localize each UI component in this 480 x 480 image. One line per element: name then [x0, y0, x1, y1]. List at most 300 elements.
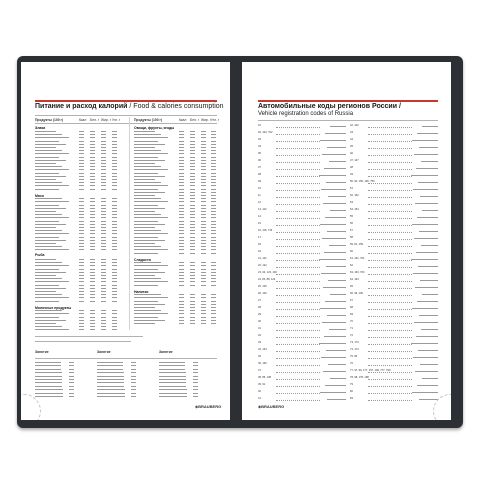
table-cell — [112, 217, 117, 218]
table-cell — [112, 214, 117, 215]
section-label-vegetables: Овощи, фрукты, ягоды — [134, 126, 175, 130]
table-cell — [179, 227, 184, 228]
activity-value — [131, 365, 136, 366]
region-name — [328, 196, 346, 197]
table-cell — [211, 285, 216, 286]
region-code: 21, 121 — [258, 257, 267, 260]
table-cell — [179, 253, 184, 254]
table-cell — [201, 173, 206, 174]
page-subtitle: Vehicle registration codes of Russia — [258, 111, 354, 117]
activity-row — [35, 396, 63, 397]
table-cell — [201, 160, 206, 161]
table-cell — [190, 176, 195, 177]
table-row-label — [134, 275, 155, 276]
activity-header: Занятие — [35, 350, 49, 354]
dot-leader — [368, 314, 412, 317]
table-cell — [211, 307, 216, 308]
table-row-label — [134, 253, 158, 254]
table-cell — [90, 205, 95, 206]
dot-leader — [276, 181, 320, 184]
table-row-label — [134, 310, 161, 311]
table-cell — [211, 153, 216, 154]
table-cell — [79, 326, 84, 327]
dot-leader — [368, 363, 412, 366]
dot-leader — [276, 223, 320, 226]
activity-value — [193, 376, 198, 377]
dot-leader — [276, 286, 320, 289]
region-name — [421, 161, 438, 162]
table-cell — [201, 179, 206, 180]
region-code: 29 — [258, 313, 261, 316]
table-row-label — [134, 176, 165, 177]
region-code: 40 — [258, 390, 261, 393]
activity-value — [193, 379, 198, 380]
table-cell — [190, 131, 195, 132]
column-header-protein: Бел. г — [90, 118, 100, 122]
activity-row — [159, 389, 187, 390]
table-cell — [190, 240, 195, 241]
region-name — [411, 175, 438, 176]
region-code: 01 — [258, 124, 261, 127]
table-cell — [90, 166, 95, 167]
region-name — [319, 175, 346, 176]
table-cell — [90, 320, 95, 321]
table-cell — [190, 313, 195, 314]
table-cell — [211, 134, 216, 135]
table-cell — [179, 313, 184, 314]
table-cell — [90, 317, 95, 318]
region-name — [418, 350, 438, 351]
region-code: 69 — [350, 313, 353, 316]
table-cell — [101, 201, 106, 202]
table-cell — [179, 179, 184, 180]
table-cell — [101, 163, 106, 164]
table-cell — [201, 297, 206, 298]
table-cell — [112, 313, 117, 314]
table-cell — [201, 275, 206, 276]
table-cell — [101, 233, 106, 234]
page-title-main: Питание и расход калорий — [35, 103, 128, 110]
table-cell — [112, 326, 117, 327]
region-name — [416, 168, 438, 169]
table-cell — [90, 281, 95, 282]
table-cell — [201, 269, 206, 270]
activity-row — [97, 369, 123, 370]
region-name — [326, 266, 346, 267]
dot-leader — [276, 398, 320, 401]
table-cell — [190, 185, 195, 186]
region-name — [321, 357, 346, 358]
table-cell — [211, 243, 216, 244]
table-cell — [179, 243, 184, 244]
region-name — [422, 378, 438, 379]
table-cell — [112, 144, 117, 145]
table-cell — [90, 227, 95, 228]
table-cell — [90, 246, 95, 247]
table-cell — [112, 249, 117, 250]
table-cell — [112, 329, 117, 330]
column-header-kcal: Ккал — [179, 118, 187, 122]
dot-leader — [368, 244, 412, 247]
dot-leader — [368, 356, 412, 359]
region-code: 63, 163, 763 — [350, 271, 365, 274]
table-cell — [79, 313, 84, 314]
table-cell — [190, 169, 195, 170]
dot-leader — [276, 370, 320, 373]
region-name — [320, 308, 346, 309]
table-row-label — [134, 217, 168, 218]
dot-leader — [276, 335, 320, 338]
table-row-label — [35, 320, 66, 321]
table-cell — [79, 160, 84, 161]
table-cell — [79, 265, 84, 266]
divider — [258, 120, 438, 121]
table-cell — [190, 233, 195, 234]
table-row-label — [134, 201, 168, 202]
table-cell — [101, 310, 106, 311]
table-row-label — [134, 192, 165, 193]
region-code: 05 — [258, 152, 261, 155]
region-code: 82 — [350, 390, 353, 393]
table-cell — [211, 166, 216, 167]
table-cell — [190, 192, 195, 193]
region-name — [415, 287, 438, 288]
table-cell — [101, 166, 106, 167]
table-cell — [179, 285, 184, 286]
table-row-label — [35, 249, 69, 250]
region-name — [413, 189, 438, 190]
dot-leader — [368, 328, 412, 331]
region-name — [319, 259, 346, 260]
table-cell — [90, 176, 95, 177]
table-row-label — [35, 205, 59, 206]
table-cell — [112, 265, 117, 266]
table-cell — [79, 278, 84, 279]
column-header-fat: Жир. г — [201, 118, 212, 122]
table-cell — [190, 173, 195, 174]
region-name — [328, 280, 346, 281]
table-cell — [101, 278, 106, 279]
region-name — [319, 343, 346, 344]
dot-leader — [368, 258, 412, 261]
region-name — [420, 280, 438, 281]
table-cell — [179, 153, 184, 154]
table-row-label — [35, 227, 56, 228]
left-page — [21, 62, 230, 420]
table-cell — [201, 137, 206, 138]
table-cell — [179, 157, 184, 158]
region-code: 74, 174 — [350, 348, 359, 351]
table-row-label — [35, 281, 69, 282]
table-cell — [112, 294, 117, 295]
table-cell — [211, 320, 216, 321]
table-row-label — [35, 214, 62, 215]
table-row-label — [35, 134, 62, 135]
section-label-meat: Мясо — [35, 194, 45, 198]
activity-row — [159, 386, 186, 387]
region-code: 46 — [350, 152, 353, 155]
table-cell — [190, 163, 195, 164]
table-cell — [79, 182, 84, 183]
table-cell — [79, 317, 84, 318]
table-row-label — [134, 173, 158, 174]
dot-leader — [368, 132, 412, 135]
table-cell — [90, 224, 95, 225]
table-cell — [101, 291, 106, 292]
region-code: 73, 173 — [350, 341, 359, 344]
region-code: 27 — [258, 299, 261, 302]
table-cell — [112, 211, 117, 212]
table-cell — [90, 153, 95, 154]
dot-leader — [368, 279, 412, 282]
table-cell — [211, 233, 216, 234]
table-cell — [211, 195, 216, 196]
table-cell — [112, 243, 117, 244]
region-code: 71 — [350, 327, 353, 330]
table-cell — [201, 189, 206, 190]
table-cell — [90, 150, 95, 151]
table-cell — [79, 201, 84, 202]
table-cell — [112, 137, 117, 138]
dot-leader — [276, 209, 320, 212]
table-row-label — [35, 269, 59, 270]
table-cell — [201, 304, 206, 305]
table-cell — [190, 227, 195, 228]
table-cell — [190, 198, 195, 199]
activity-value — [193, 382, 198, 383]
table-row-label — [35, 208, 66, 209]
table-cell — [79, 169, 84, 170]
table-cell — [79, 262, 84, 263]
dot-leader — [368, 174, 412, 177]
table-cell — [211, 131, 216, 132]
region-code: 47, 147 — [350, 159, 359, 162]
table-cell — [79, 198, 84, 199]
table-cell — [179, 269, 184, 270]
table-row-label — [35, 211, 56, 212]
column-header-kcal: Ккал — [79, 118, 87, 122]
activity-value — [69, 376, 74, 377]
table-cell — [179, 198, 184, 199]
table-cell — [101, 160, 106, 161]
table-cell — [112, 288, 117, 289]
table-row-label — [35, 185, 69, 186]
column-divider — [129, 117, 130, 330]
table-cell — [112, 269, 117, 270]
region-code: 83 — [350, 397, 353, 400]
table-cell — [90, 249, 95, 250]
activity-value — [69, 396, 74, 397]
table-row-label — [35, 147, 56, 148]
table-cell — [179, 173, 184, 174]
table-cell — [101, 320, 106, 321]
table-cell — [90, 278, 95, 279]
table-cell — [101, 265, 106, 266]
table-cell — [101, 141, 106, 142]
table-cell — [179, 275, 184, 276]
table-row-label — [35, 262, 62, 263]
activity-row — [159, 376, 186, 377]
table-cell — [179, 211, 184, 212]
table-cell — [179, 131, 184, 132]
table-row-label — [35, 323, 56, 324]
table-cell — [190, 211, 195, 212]
region-code: 68 — [350, 306, 353, 309]
dot-leader — [276, 321, 320, 324]
activity-row — [159, 365, 185, 366]
table-cell — [190, 144, 195, 145]
table-row-label — [134, 281, 168, 282]
dot-leader — [368, 321, 412, 324]
table-cell — [90, 144, 95, 145]
table-cell — [101, 313, 106, 314]
table-cell — [112, 163, 117, 164]
table-cell — [201, 272, 206, 273]
dot-leader — [368, 377, 412, 380]
table-cell — [112, 157, 117, 158]
dot-leader — [368, 265, 412, 268]
dot-leader — [276, 251, 320, 254]
region-name — [324, 168, 346, 169]
region-code: 28 — [258, 306, 261, 309]
region-code: 64, 164 — [350, 278, 359, 281]
table-cell — [112, 179, 117, 180]
region-code: 45 — [350, 145, 353, 148]
activity-row — [97, 382, 124, 383]
table-row-label — [134, 233, 168, 234]
region-code: 17 — [258, 236, 261, 239]
table-cell — [101, 173, 106, 174]
table-cell — [112, 272, 117, 273]
activity-row — [97, 393, 125, 394]
table-cell — [211, 208, 216, 209]
table-row-label — [134, 317, 158, 318]
region-name — [329, 329, 346, 330]
activity-header: Занятие — [97, 350, 111, 354]
table-row-label — [134, 224, 165, 225]
table-cell — [179, 301, 184, 302]
table-cell — [79, 288, 84, 289]
table-cell — [112, 317, 117, 318]
table-cell — [101, 217, 106, 218]
table-cell — [79, 150, 84, 151]
activity-value — [69, 382, 74, 383]
table-row-label — [35, 176, 66, 177]
table-cell — [112, 224, 117, 225]
table-cell — [179, 217, 184, 218]
table-cell — [190, 230, 195, 231]
table-row-label — [134, 205, 158, 206]
column-header-fat: Жир. г — [101, 118, 112, 122]
dot-leader — [368, 230, 412, 233]
table-cell — [101, 147, 106, 148]
activity-row — [97, 365, 123, 366]
table-cell — [201, 230, 206, 231]
table-row-label — [35, 291, 56, 292]
region-code: 08 — [258, 173, 261, 176]
table-cell — [112, 259, 117, 260]
table-cell — [112, 153, 117, 154]
region-name — [417, 217, 438, 218]
dot-leader — [368, 146, 412, 149]
table-cell — [201, 278, 206, 279]
table-cell — [201, 147, 206, 148]
table-cell — [179, 265, 184, 266]
table-cell — [190, 249, 195, 250]
region-name — [325, 385, 346, 386]
table-cell — [201, 205, 206, 206]
dot-leader — [276, 384, 320, 387]
table-cell — [211, 173, 216, 174]
dot-leader — [276, 279, 320, 282]
table-cell — [211, 157, 216, 158]
table-cell — [179, 221, 184, 222]
table-cell — [90, 185, 95, 186]
table-cell — [79, 217, 84, 218]
region-code: 54, 154 — [350, 208, 359, 211]
table-cell — [190, 285, 195, 286]
table-cell — [190, 214, 195, 215]
region-code: 38, 85, 138 — [258, 376, 271, 379]
dot-leader — [368, 167, 412, 170]
table-cell — [112, 131, 117, 132]
region-code: 66, 96, 196 — [350, 292, 363, 295]
region-code: 43 — [350, 131, 353, 134]
table-cell — [90, 237, 95, 238]
table-cell — [79, 221, 84, 222]
region-name — [320, 224, 346, 225]
table-cell — [190, 157, 195, 158]
table-cell — [101, 294, 106, 295]
table-cell — [79, 259, 84, 260]
table-row-label — [134, 137, 168, 138]
dot-leader — [276, 139, 320, 142]
dot-leader — [368, 272, 412, 275]
region-name — [420, 364, 438, 365]
table-cell — [211, 211, 216, 212]
table-cell — [79, 166, 84, 167]
table-cell — [112, 297, 117, 298]
table-cell — [190, 253, 195, 254]
table-cell — [101, 176, 106, 177]
table-cell — [179, 182, 184, 183]
table-cell — [112, 176, 117, 177]
table-row-label — [35, 141, 59, 142]
table-cell — [112, 291, 117, 292]
table-row-label — [35, 173, 59, 174]
region-name — [322, 322, 346, 323]
region-code: 49 — [350, 173, 353, 176]
table-cell — [211, 201, 216, 202]
table-cell — [201, 313, 206, 314]
table-cell — [190, 243, 195, 244]
table-cell — [90, 313, 95, 314]
table-cell — [79, 275, 84, 276]
table-cell — [101, 169, 106, 170]
region-name — [324, 252, 346, 253]
activity-row — [35, 386, 62, 387]
table-row-label — [134, 272, 165, 273]
table-row-label — [134, 153, 168, 154]
activity-value — [193, 393, 198, 394]
region-code: 70 — [350, 320, 353, 323]
table-cell — [112, 141, 117, 142]
region-code: 51 — [350, 187, 353, 190]
activity-row — [35, 379, 62, 380]
table-cell — [201, 262, 206, 263]
table-cell — [101, 198, 106, 199]
table-row-label — [134, 221, 158, 222]
